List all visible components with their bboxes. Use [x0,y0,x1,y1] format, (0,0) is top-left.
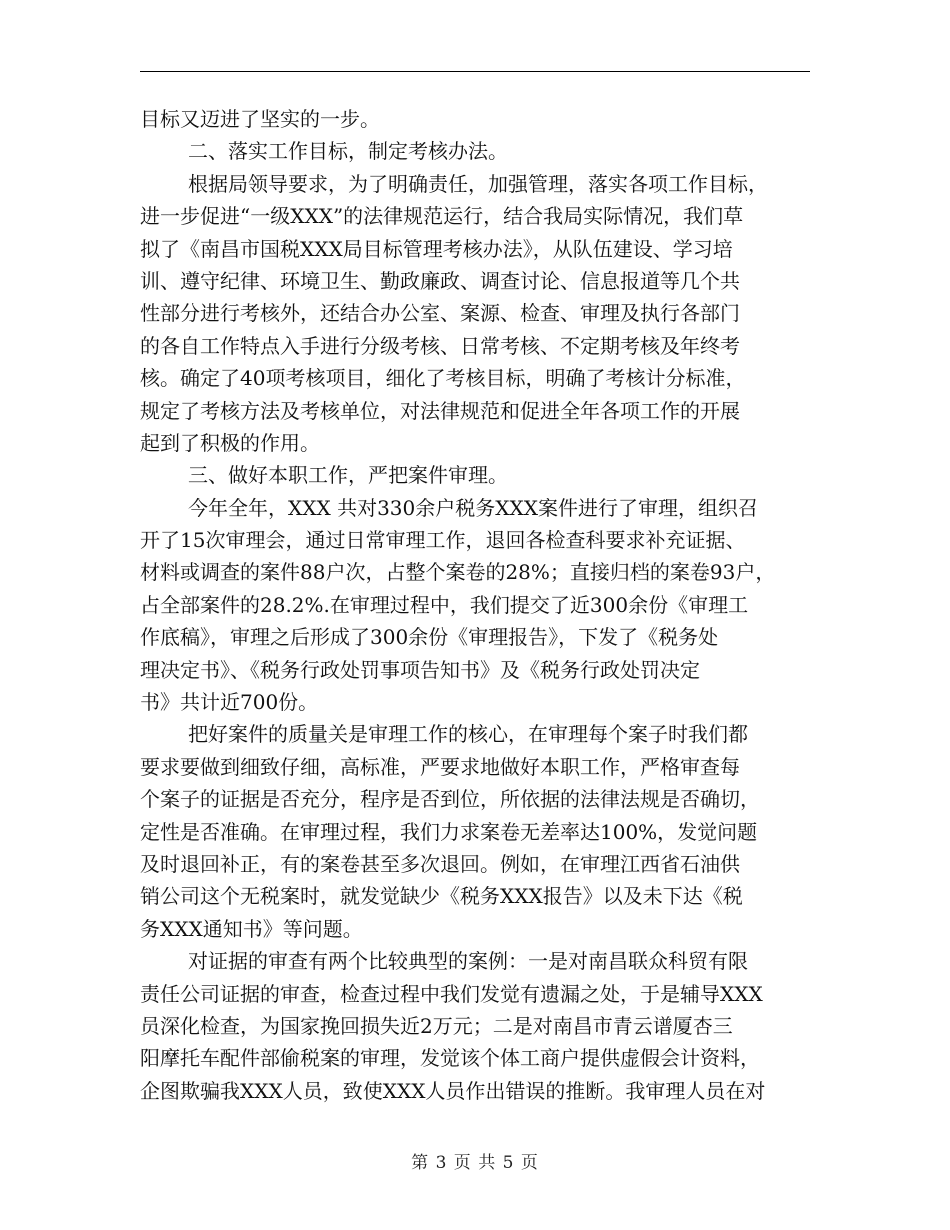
text-line: 理决定书》、《税务行政处罚事项告知书》及《税务行政处罚决定 [140,657,700,682]
text-line: 三、做好本职工作，严把案件审理。 [188,463,508,488]
text-line: 书》共计近700份。 [140,690,319,715]
text-line: 起到了积极的作用。 [140,430,320,455]
text-line: 要求要做到细致仔细，高标准，严要求地做好本职工作，严格审查每 [140,754,740,779]
page-footer [0,1148,950,1173]
text-line: 今年全年，XXX 共对330余户税务XXX案件进行了审理，组织召 [188,495,758,520]
text-line: 材料或调查的案件88户次，占整个案卷的28%；直接归档的案卷93户， [140,560,776,585]
text-line: 占全部案件的28.2%.在审理过程中，我们提交了近300余份《审理工 [140,592,749,617]
document-body [140,103,812,1107]
text-line: 责任公司证据的审查，检查过程中我们发觉有遗漏之处，于是辅导XXX [140,981,763,1006]
text-line: 把好案件的质量关是审理工作的核心，在审理每个案子时我们都 [188,722,748,747]
text-line: 规定了考核方法及考核单位，对法律规范和促进全年各项工作的开展 [140,398,740,423]
text-line: 训、遵守纪律、环境卫生、勤政廉政、调查讨论、信息报道等几个共 [140,268,740,293]
text-line: 员深化检查，为国家挽回损失近2万元；二是对南昌市青云谱厦杏三 [140,1013,733,1038]
text-line: 销公司这个无税案时，就发觉缺少《税务XXX报告》以及未下达《税 [140,884,743,909]
text-line: 企图欺骗我XXX人员，致使XXX人员作出错误的推断。我审理人员在对 [140,1078,766,1103]
text-line: 务XXX通知书》等问题。 [140,916,363,941]
text-line: 核。确定了40项考核项目，细化了考核目标，明确了考核计分标准， [140,366,746,391]
text-line: 拟了《南昌市国税XXX局目标管理考核办法》，从队伍建设、学习培 [140,236,733,261]
text-line: 的各自工作特点入手进行分级考核、日常考核、不定期考核及年终考 [140,333,740,358]
text-line: 目标又迈进了坚实的一步。 [140,107,380,131]
text-line: 开了15次审理会，通过日常审理工作，退回各检查科要求补充证据、 [140,528,746,553]
page-number-label: 第 3 页 共 5 页 [411,1153,539,1173]
text-line: 进一步促进“一级XXX”的法律规范运行，结合我局实际情况，我们草 [140,204,744,229]
text-line: 阳摩托车配件部偷税案的审理，发觉该个体工商户提供虚假会计资料， [140,1046,760,1071]
text-line: 性部分进行考核外，还结合办公室、案源、检查、审理及执行各部门 [140,301,740,326]
header-rule [140,71,810,72]
text-line: 个案子的证据是否充分，程序是否到位，所依据的法律法规是否确切， [140,787,760,812]
text-line: 根据局领导要求，为了明确责任，加强管理，落实各项工作目标， [188,171,768,196]
text-line: 二、落实工作目标，制定考核办法。 [188,139,508,164]
text-line: 及时退回补正，有的案卷甚至多次退回。例如，在审理江西省石油供 [140,851,740,876]
text-line: 对证据的审查有两个比较典型的案例：一是对南昌联众科贸有限 [188,949,748,974]
text-line: 作底稿》，审理之后形成了300余份《审理报告》，下发了《税务处 [140,625,719,650]
text-line: 定性是否准确。在审理过程，我们力求案卷无差率达100%，发觉问题 [140,819,758,844]
